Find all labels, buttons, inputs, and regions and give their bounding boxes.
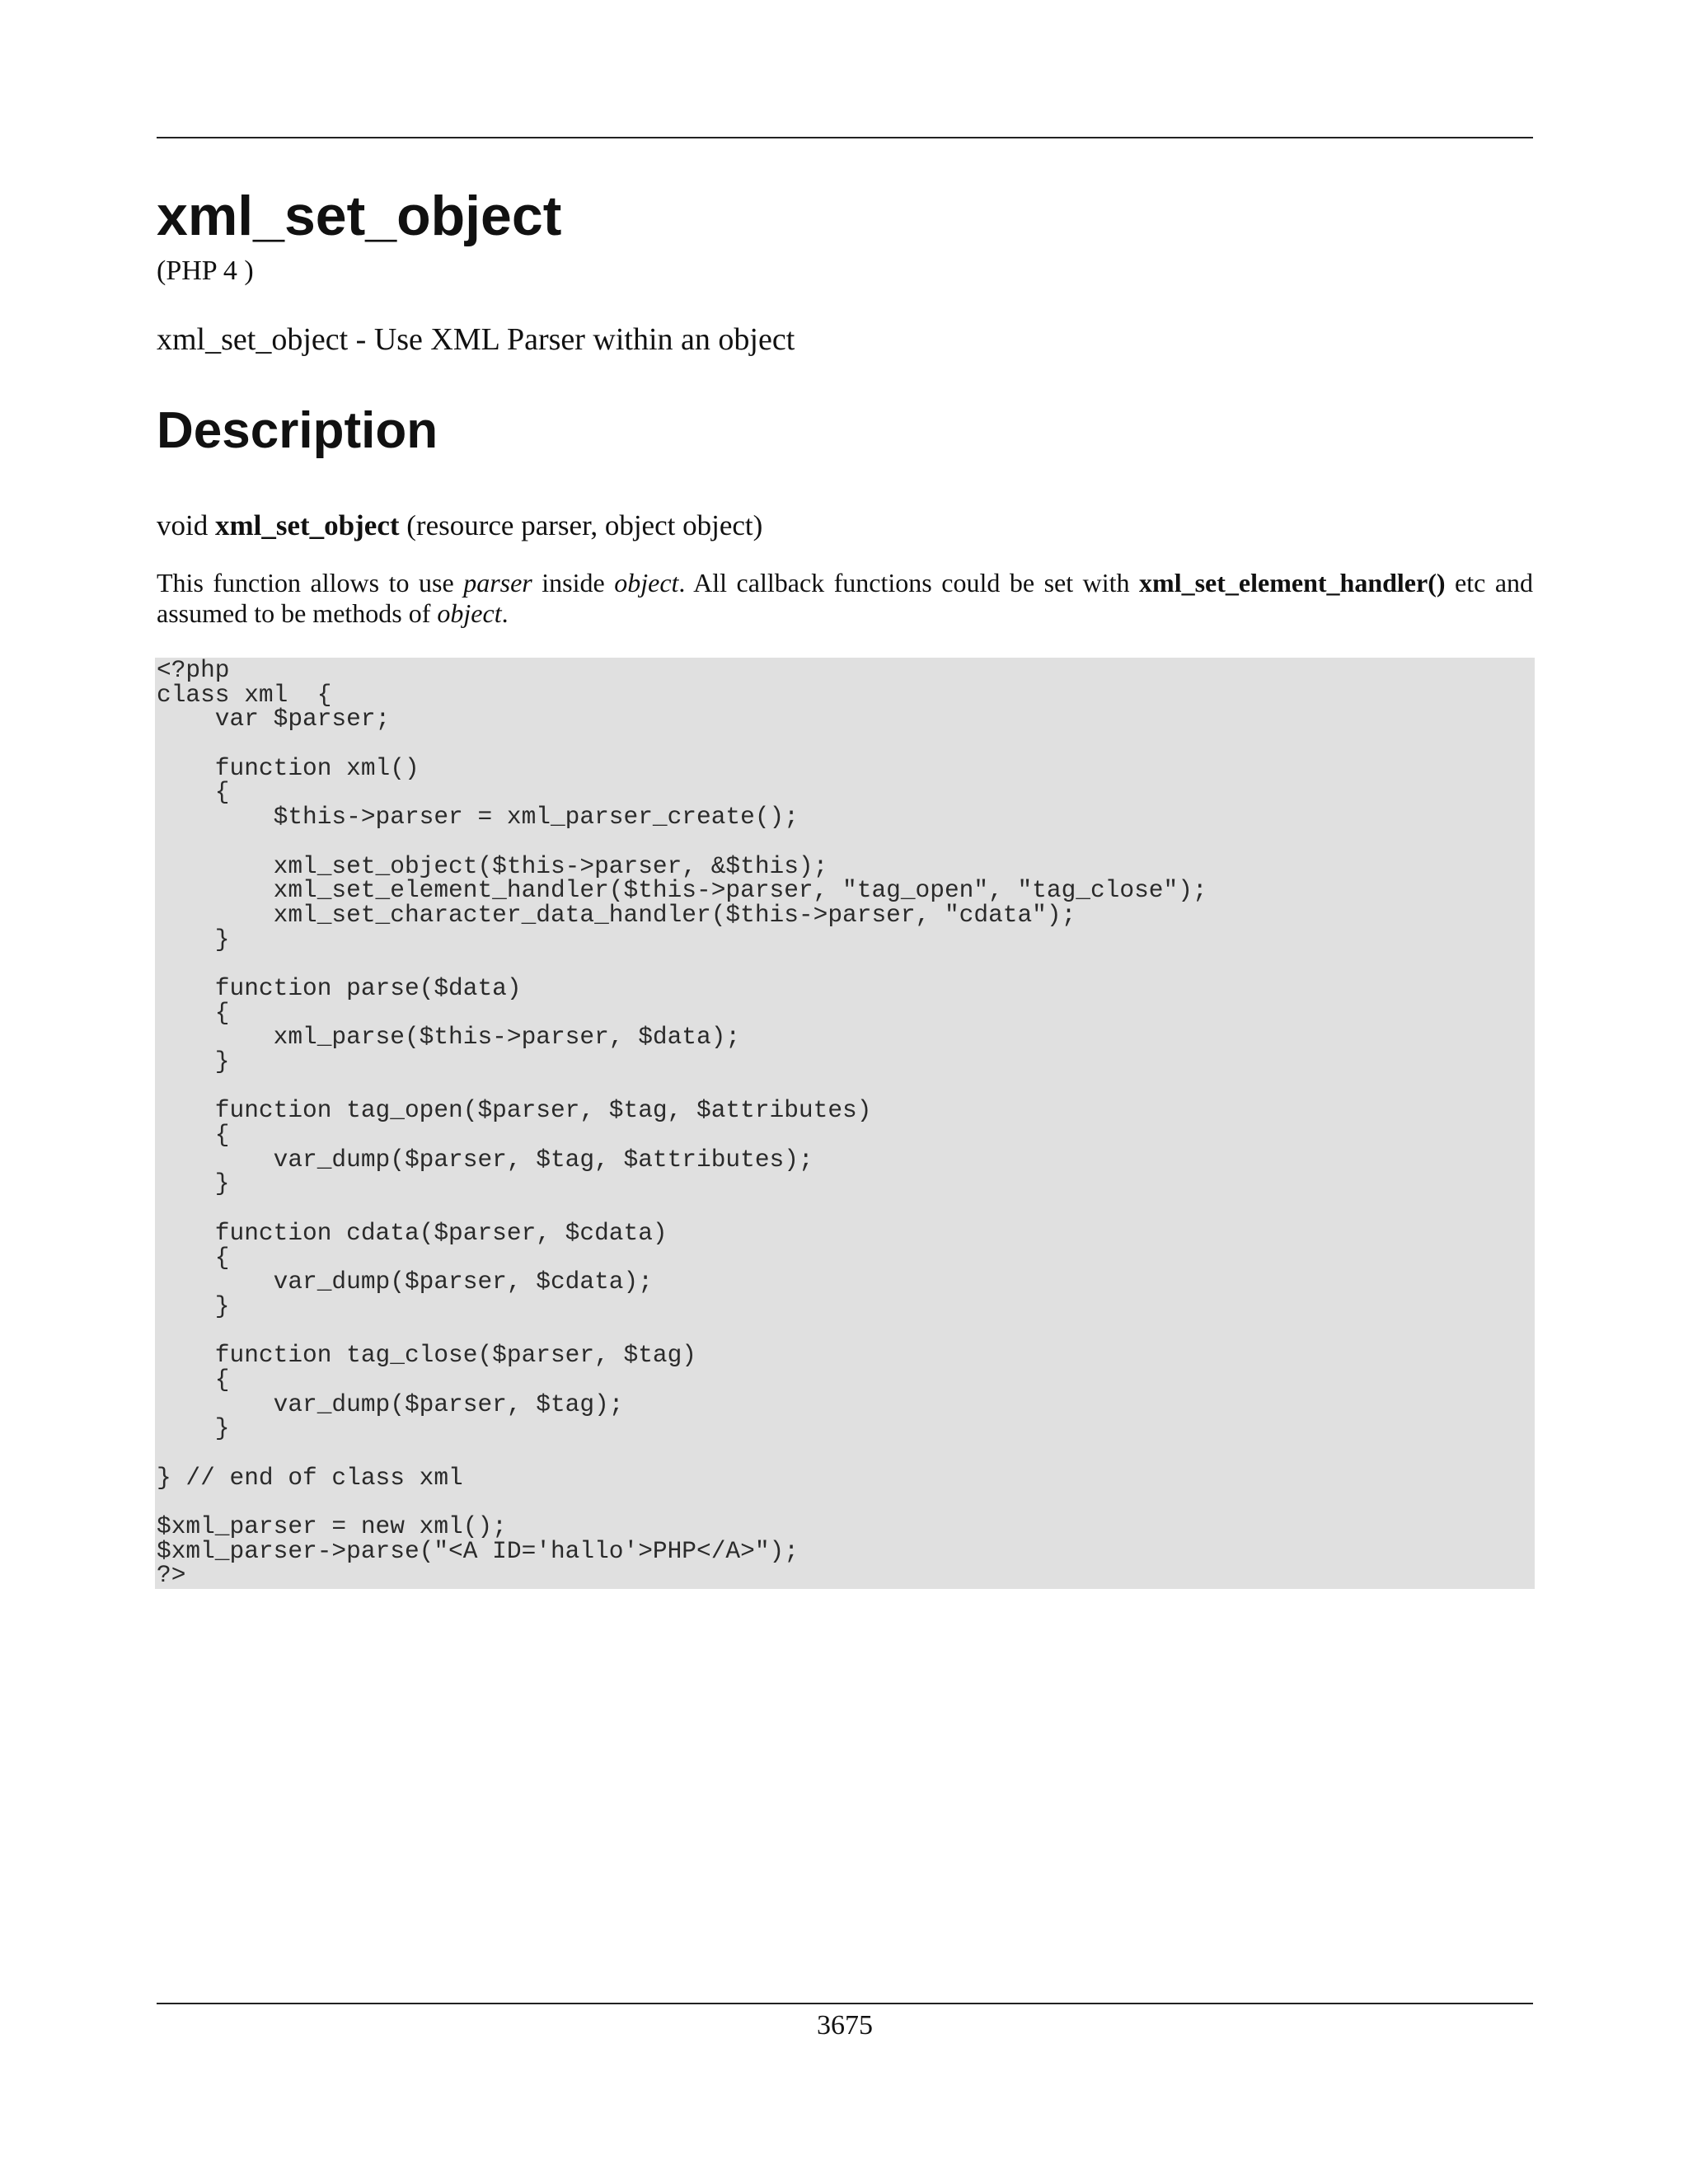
- code-line: [157, 1490, 1533, 1515]
- description-text: . All callback functions could be set with: [678, 568, 1140, 598]
- code-line: var_dump($parser, $tag, $attributes);: [157, 1145, 814, 1174]
- code-line: function xml(): [157, 753, 420, 782]
- header-rule: [157, 137, 1533, 138]
- code-line: $xml_parser = new xml();: [157, 1512, 507, 1541]
- code-line: {: [157, 1243, 230, 1272]
- description-text: This function allows to use: [157, 568, 464, 598]
- code-line: function cdata($parser, $cdata): [157, 1218, 668, 1247]
- code-line: }: [157, 1047, 230, 1076]
- code-line: xml_set_object($this->parser, &$this);: [157, 851, 828, 880]
- code-line: }: [157, 1291, 230, 1320]
- synopsis-params: (resource parser, object object): [406, 509, 763, 541]
- code-line: function parse($data): [157, 973, 522, 1002]
- code-line: {: [157, 1121, 230, 1150]
- description-parser-term: parser: [463, 568, 532, 598]
- code-line: }: [157, 925, 230, 954]
- code-line: }: [157, 1414, 230, 1443]
- code-line: xml_set_element_handler($this->parser, "tag_open", "tag_close");: [157, 876, 1207, 905]
- code-line: var_dump($parser, $tag);: [157, 1390, 624, 1418]
- code-line: {: [157, 998, 230, 1027]
- code-line: $this->parser = xml_parser_create();: [157, 803, 799, 832]
- synopsis-return-type: void: [157, 509, 209, 541]
- code-line: [157, 1075, 1533, 1099]
- code-line: class xml {: [157, 680, 332, 709]
- code-line: {: [157, 778, 230, 807]
- code-line: <?php: [157, 656, 230, 684]
- code-line: function tag_close($parser, $tag): [157, 1341, 697, 1370]
- code-line: xml_set_character_data_handler($this->parser, "cdata");: [157, 900, 1076, 929]
- code-line: $xml_parser->parse("<A ID='hallo'>PHP</A>");: [157, 1536, 799, 1565]
- code-line: ?>: [157, 1561, 186, 1590]
- page-number: 3675: [817, 2010, 873, 2041]
- code-line: [157, 830, 1533, 855]
- description-object-term: object: [437, 598, 502, 628]
- code-line: var_dump($parser, $cdata);: [157, 1268, 653, 1296]
- code-lines: [157, 658, 1533, 1588]
- function-purpose: xml_set_object - Use XML Parser within an object: [157, 322, 795, 357]
- code-line: }: [157, 1169, 230, 1198]
- code-line: } // end of class xml: [157, 1463, 463, 1492]
- section-heading-description: Description: [157, 402, 438, 459]
- code-line: function tag_open($parser, $tag, $attributes): [157, 1096, 872, 1125]
- code-line: [157, 732, 1533, 757]
- description-paragraph: [157, 568, 1533, 629]
- version-note: (PHP 4 ): [157, 255, 254, 286]
- function-synopsis: [157, 509, 762, 543]
- code-line: var $parser;: [157, 705, 391, 733]
- description-text: etc and assumed to be methods of: [157, 568, 1534, 628]
- description-handler-function: xml_set_element_handler(): [1139, 568, 1446, 598]
- description-text: .: [501, 598, 509, 628]
- synopsis-function-name: xml_set_object: [214, 509, 400, 541]
- code-line: xml_parse($this->parser, $data);: [157, 1023, 741, 1052]
- page-title: xml_set_object: [157, 185, 562, 247]
- code-example: [155, 658, 1535, 1589]
- footer-rule: [157, 2003, 1533, 2004]
- description-text: inside: [532, 568, 615, 598]
- code-line: {: [157, 1365, 230, 1394]
- code-line: [157, 952, 1533, 977]
- code-line: [157, 1441, 1533, 1466]
- code-line: [157, 1319, 1533, 1344]
- code-line: [157, 1197, 1533, 1221]
- description-object-term: object: [614, 568, 679, 598]
